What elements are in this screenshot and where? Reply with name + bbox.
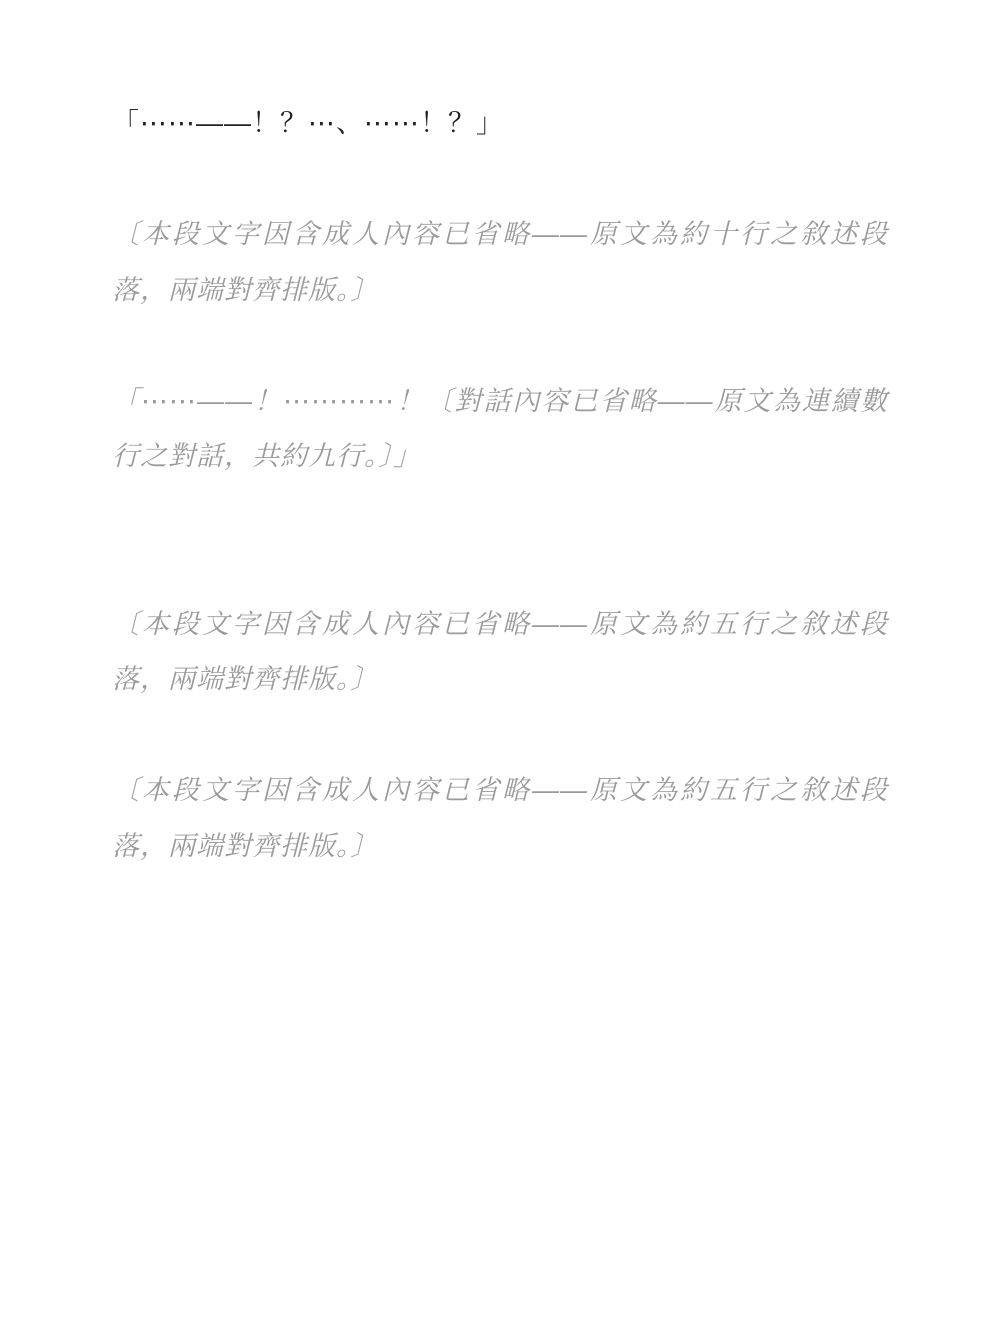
body-paragraph-1-redacted: 〔本段文字因含成人內容已省略——原文為約十行之敘述段落，兩端對齊排版。〕 xyxy=(112,219,888,305)
body-paragraph-3-redacted: 〔本段文字因含成人內容已省略——原文為約五行之敘述段落，兩端對齊排版。〕 xyxy=(112,775,888,861)
paragraph-spacer xyxy=(112,151,888,207)
paragraph-spacer xyxy=(112,541,888,597)
dialogue-block-redacted: 「⋯⋯——！⋯⋯⋯⋯！〔對話內容已省略——原文為連續數行之對話，共約九行。〕」 xyxy=(112,386,888,472)
body-paragraph-2-redacted: 〔本段文字因含成人內容已省略——原文為約五行之敘述段落，兩端對齊排版。〕 xyxy=(112,608,888,695)
dialogue-line-1: 「⋯⋯——！？⋯、⋯⋯！？」 xyxy=(112,108,504,138)
